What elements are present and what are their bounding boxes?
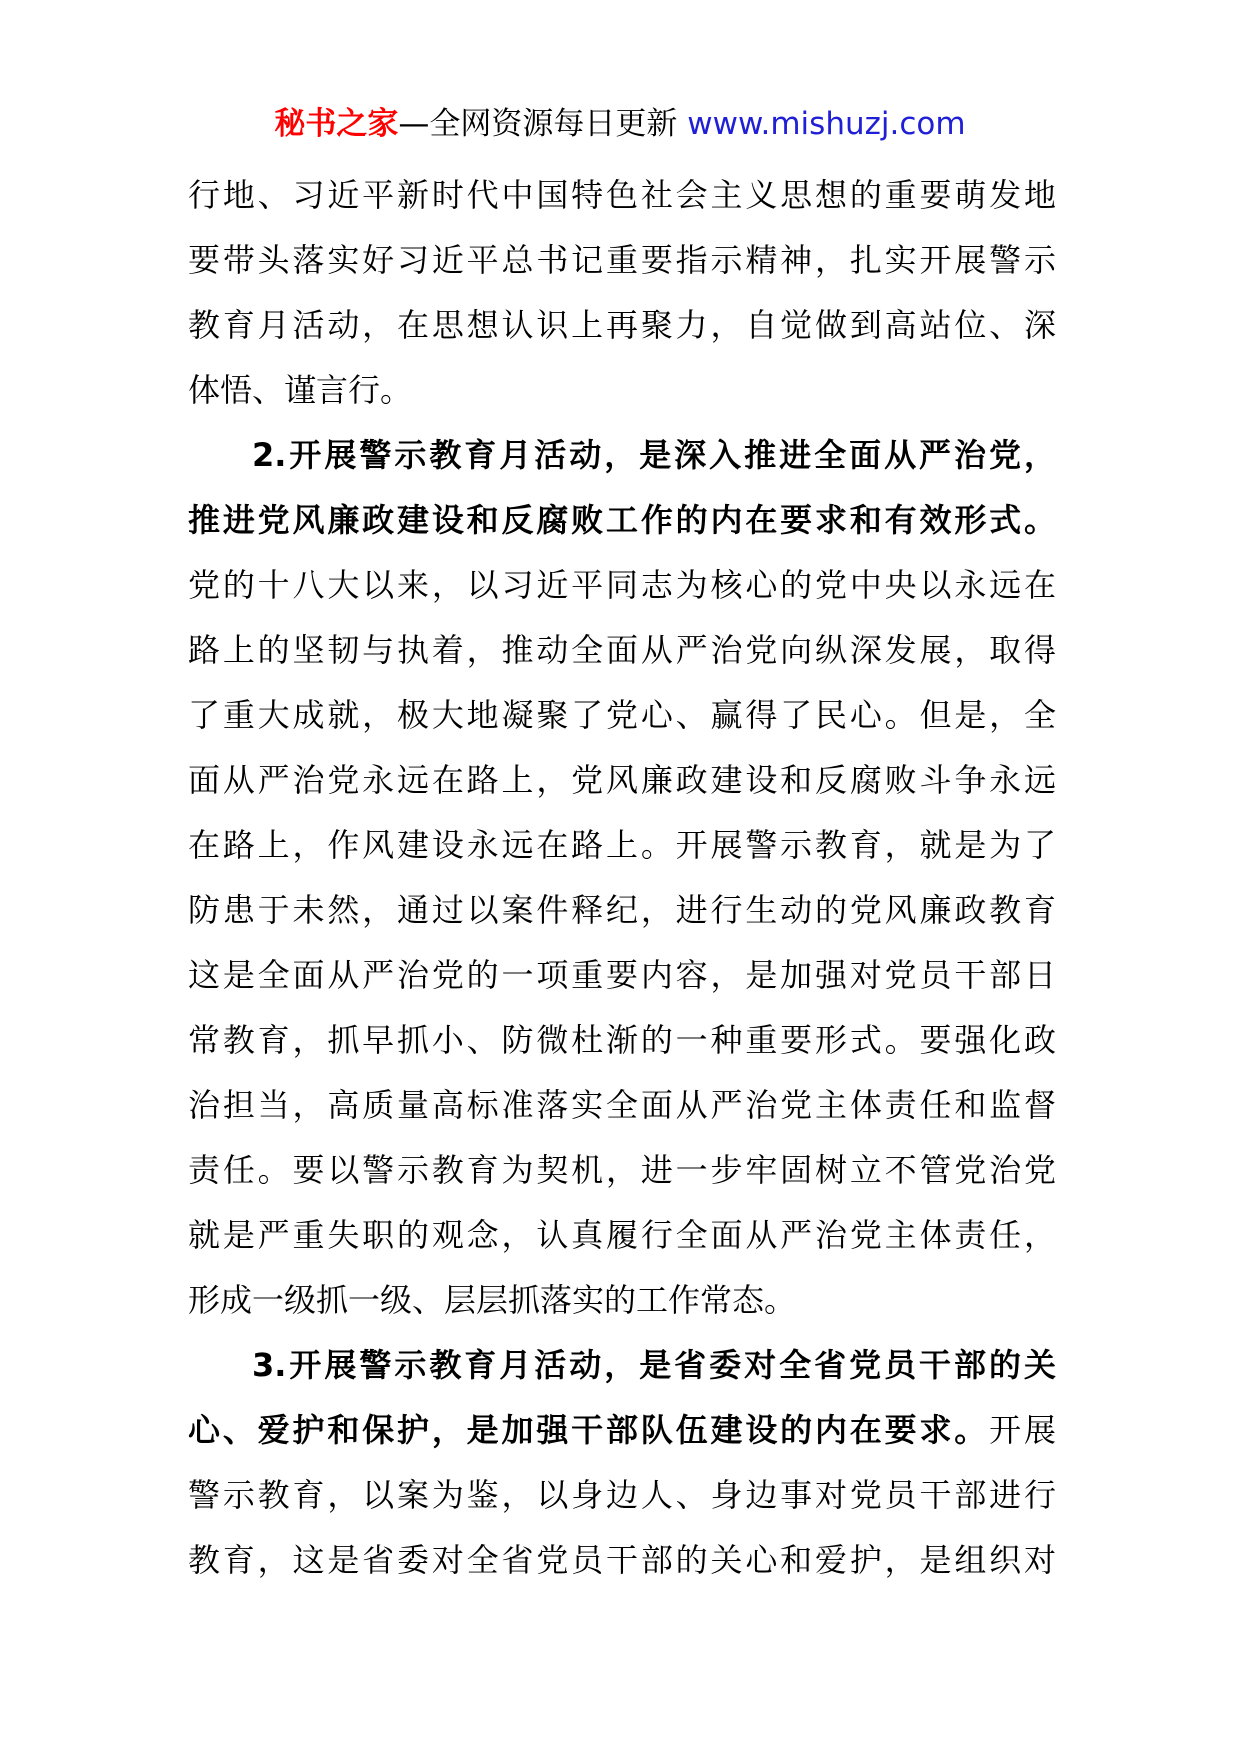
section-heading-tail: 心、爱护和保护，是加强干部队伍建设的内在要求。: [188, 1411, 990, 1449]
site-url-link[interactable]: www.mishuzj.com: [687, 106, 966, 142]
text-line: 防患于未然，通过以案件释纪，进行生动的党风廉政教育: [188, 891, 1056, 929]
text-line: 责任。要以警示教育为契机，进一步牢固树立不管党治党: [188, 1151, 1056, 1189]
text-line: 教育月活动，在思想认识上再聚力，自觉做到高站位、深: [188, 306, 1056, 344]
text-line: 这是全面从严治党的一项重要内容，是加强对党员干部日: [188, 956, 1056, 994]
text-line: 了重大成就，极大地凝聚了党心、赢得了民心。但是，全: [188, 696, 1056, 734]
site-header: [0, 102, 1240, 146]
text-line: 形成一级抓一级、层层抓落实的工作常态。: [188, 1281, 797, 1319]
section-heading-line: 3.开展警示教育月活动，是省委对全省党员干部的关: [252, 1346, 1056, 1384]
text-line: 教育，这是省委对全省党员干部的关心和爱护，是组织对: [188, 1541, 1056, 1579]
text-line: 治担当，高质量高标准落实全面从严治党主体责任和监督: [188, 1086, 1056, 1124]
section-heading-line: 2.开展警示教育月活动，是深入推进全面从严治党，: [252, 436, 1056, 474]
text-line: 警示教育，以案为鉴，以身边人、身边事对党员干部进行: [188, 1476, 1056, 1514]
section-heading-line: 推进党风廉政建设和反腐败工作的内在要求和有效形式。: [188, 501, 1056, 539]
mixed-text-line: [188, 1398, 1056, 1463]
text-line: 党的十八大以来，以习近平同志为核心的党中央以永远在: [188, 566, 1056, 604]
text-line: 就是严重失职的观念，认真履行全面从严治党主体责任，: [188, 1216, 1056, 1254]
document-body: [188, 163, 1056, 1593]
text-line: 要带头落实好习近平总书记重要指示精神，扎实开展警示: [188, 241, 1056, 279]
text-line: 行地、习近平新时代中国特色社会主义思想的重要萌发地: [188, 176, 1056, 214]
text-line: 路上的坚韧与执着，推动全面从严治党向纵深发展，取得: [188, 631, 1056, 669]
site-slogan: —全网资源每日更新: [398, 106, 678, 142]
text-line: 体悟、谨言行。: [188, 371, 413, 409]
text-line: 常教育，抓早抓小、防微杜渐的一种重要形式。要强化政: [188, 1021, 1056, 1059]
text-line: 面从严治党永远在路上，党风廉政建设和反腐败斗争永远: [188, 761, 1056, 799]
site-brand: 秘书之家: [274, 106, 399, 142]
text-line: 在路上，作风建设永远在路上。开展警示教育，就是为了: [188, 826, 1056, 864]
text-run: 开展: [989, 1411, 1056, 1449]
